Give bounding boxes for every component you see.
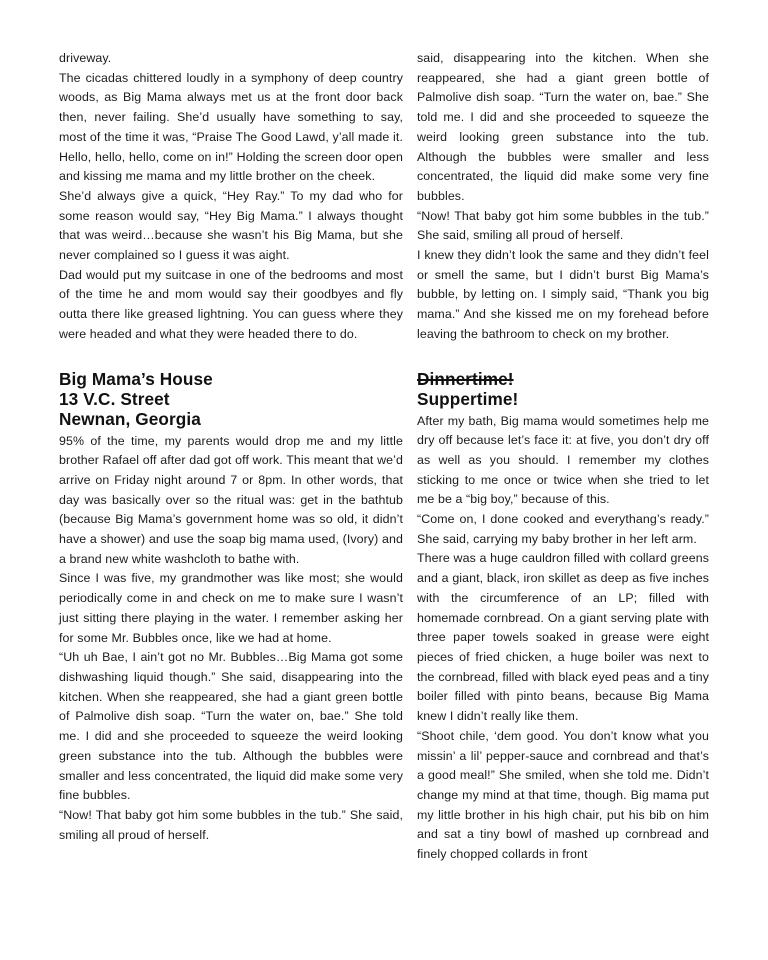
paragraph: She’d always give a quick, “Hey Ray.” To my dad who for some reason would say, “Hey Big Mama.” I always thought that was weird…because she wasn’t his Big Mama, but she never complained so I guess it was aight.	[59, 188, 403, 263]
paragraph: “Now! That baby got him some bubbles in the tub.” She said, smiling all proud of herself.	[417, 208, 709, 243]
right-column	[417, 49, 709, 865]
paragraph: There was a huge cauldron filled with collard greens and a giant, black, iron skillet as deep as five inches with the circumference of an LP; filled with homemade cornbread. On a giant serving plate with three paper towels soaked in grease were eight pieces of fried chicken, a huge boiler was next to the cornbread, filled with black eyed peas and a tiny boiler filled with pinto beans, because Big Mama knew I didn’t really like them.	[417, 551, 709, 724]
paragraph: “Shoot chile, ‘dem good. You don’t know what you missin’ a lil’ pepper-sauce and cornbread and that’s a good meal!” She smiled, when she told me. Didn’t change my mind at that time, though. Big mama put my little brother in his high chair, put his bib on him and sat a tiny bowl of mashed up cornbread and finely chopped collards in front	[417, 728, 709, 862]
section-heading	[417, 369, 709, 409]
paragraph: said, disappearing into the kitchen. When she reappeared, she had a giant green bottle of Palmolive dish soap. “Turn the water on, bae.” She told me. I did and she proceeded to squeeze the weird looking green substance into the tub. Although the bubbles were smaller and less concentrated, the liquid did make some very fine bubbles.	[417, 51, 709, 203]
heading-line: Big Mama’s House	[59, 368, 213, 389]
paragraph: Dad would put my suitcase in one of the bedrooms and most of the time he and mom would say their goodbyes and fly outta there like greased lightning. You can guess where they were headed and what they were headed there to do.	[59, 267, 403, 341]
paragraph: 95% of the time, my parents would drop me and my little brother Rafael off after dad got off work. This meant that we’d arrive on Friday night around 7 or 8pm. In other words, that day was basically over so the ritual was: get in the bathtub (because Big Mama’s government home was so old, it didn’t have a shower) and use the soap big mama used, (Ivory) and a brand new white washcloth to bathe with.	[59, 433, 403, 566]
section-heading	[59, 369, 403, 429]
heading-line: 13 V.C. Street	[59, 388, 170, 409]
paragraph: “Uh uh Bae, I ain’t got no Mr. Bubbles…Big Mama got some dishwashing liquid though.” She said, disappearing into the kitchen. When she reappeared, she had a giant green bottle of Palmolive dish soap. “Turn the water on, bae.” She told me. I did and she proceeded to squeeze the weird looking green substance into the tub. Although the bubbles were smaller and less concentrated, the liquid did make some very fine bubbles.	[59, 650, 403, 803]
paragraph: “Come on, I done cooked and everythang’s ready.” She said, carrying my baby brother in her left arm.	[417, 512, 709, 546]
left-column	[59, 49, 403, 845]
paragraph: “Now! That baby got him some bubbles in the tub.” She said, smiling all proud of herself.	[59, 807, 403, 842]
paragraph: The cicadas chittered loudly in a symphony of deep country woods, as Big Mama always met us at the front door back then, never failing. She’d usually have something to say, most of the time it was, “Praise The Good Lawd, y’all made it. Hello, hello, hello, come on in!” Holding the screen door open and kissing me mama and my little brother on the cheek.	[59, 70, 403, 184]
heading-struck: Dinnertime!	[417, 368, 514, 389]
paragraph: Since I was five, my grandmother was like most; she would periodically come in and check on me to make sure I wasn’t just sitting there playing in the water. I remember asking her for some Mr. Bubbles once, like we had at home.	[59, 571, 403, 645]
paragraph: driveway.	[59, 51, 112, 65]
paragraph: I knew they didn’t look the same and they didn’t feel or smell the same, but I didn’t burst Big Mama’s bubble, by letting on. I simply said, “Thank you big mama.” And she kissed me on my forehead before leaving the bathroom to check on my brother.	[417, 248, 709, 341]
heading-line: Suppertime!	[417, 388, 519, 409]
paragraph: After my bath, Big mama would sometimes help me dry off because let’s face it: at five, you don’t dry off as well as you should. I remember my clothes sticking to me once or twice when she tried to let me be a “big boy,” because of this.	[417, 413, 709, 507]
heading-line: Newnan, Georgia	[59, 408, 201, 429]
